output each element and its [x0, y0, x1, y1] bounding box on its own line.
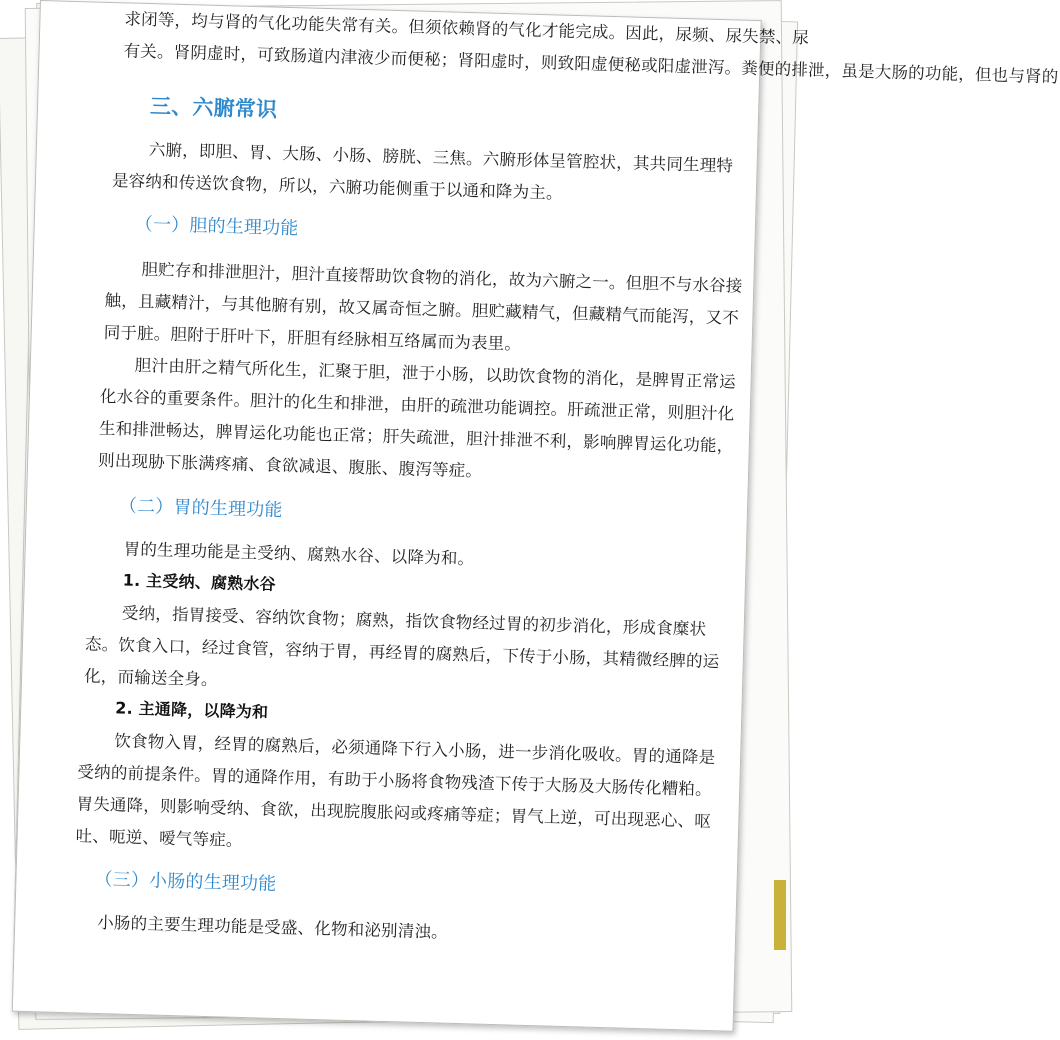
text-line: 有关。肾阴虚时，可致肠道内津液少而便秘；肾阳虚时，则致阳虚便秘或阳虚泄泻。粪便的排泄，虽是大肠的功能，但也与肾的: [123, 41, 1059, 87]
text-line: 受纳的前提条件。胃的通降作用，有助于小肠将食物残渣下传于大肠及大肠传化糟粕。: [77, 762, 713, 800]
document-page: [12, 0, 1059, 1032]
text-line: 同于脏。胆附于肝叶下，肝胆有经脉相互络属而为表里。: [103, 322, 522, 354]
text-line: 态。饮食入口，经过食管，容纳于胃，再经胃的腐熟后，下传于小肠，其精微经脾的运: [84, 634, 720, 672]
item-heading: 2. 主通降，以降为和: [114, 698, 269, 722]
text-line: 小肠的主要生理功能是受盛、化物和泌别清浊。: [97, 912, 449, 942]
text-line: 是容纳和传送饮食物，所以，六腑功能侧重于以通和降为主。: [111, 171, 563, 203]
item-heading: 1. 主受纳、腐熟水谷: [122, 570, 277, 594]
text-line: 胆汁由肝之精气所化生，汇聚于胆，泄于小肠，以助饮食物的消化，是脾胃正常运: [134, 355, 737, 392]
text-line: 生和排泄畅达，脾胃运化功能也正常；肝失疏泄，胆汁排泄不利，影响脾胃运化功能，: [98, 418, 734, 456]
text-line: 饮食物入胃，经胃的腐熟后，必须通降下行入小肠，进一步消化吸收。胃的通降是: [114, 731, 716, 768]
text-line: 吐、呃逆、嗳气等症。: [75, 826, 243, 850]
subsection-heading: （三）小肠的生理功能: [94, 868, 277, 895]
text-line: 胃失通降，则影响受纳、食欲，出现脘腹胀闷或疼痛等症；胃气上逆，可出现恶心、呕: [76, 794, 712, 832]
text-line: 六腑，即胆、胃、大肠、小肠、膀胱、三焦。六腑形体呈管腔状，其共同生理特: [148, 140, 734, 176]
text-line: 受纳，指胃接受、容纳饮食物；腐熟，指饮食物经过胃的初步消化，形成食糜状: [121, 603, 707, 639]
section-heading: 三、六腑常识: [149, 94, 278, 122]
text-line: 化，而输送全身。: [83, 666, 218, 690]
text-line: 化水谷的重要条件。胆汁的化生和排泄，由肝的疏泄功能调控。肝疏泄正常，则胆汁化: [99, 386, 735, 424]
book-cover-edge: [774, 880, 786, 950]
text-line: 胃的生理功能是主受纳、腐熟水谷、以降为和。: [123, 539, 475, 569]
subsection-heading: （二）胃的生理功能: [118, 495, 283, 521]
text-line: 求闭等，均与肾的气化功能失常有关。但须依赖肾的气化才能完成。因此，尿频、尿失禁、尿: [124, 9, 810, 48]
text-line: 胆贮存和排泄胆汁，胆汁直接帮助饮食物的消化，故为六腑之一。但胆不与水谷接: [141, 259, 743, 296]
text-line: 则出现胁下胀满疼痛、食欲减退、腹胀、腹泻等症。: [97, 450, 483, 481]
subsection-heading: （一）胆的生理功能: [134, 213, 299, 240]
text-line: 触，且藏精汁，与其他腑有别，故又属奇恒之腑。胆贮藏精气，但藏精气而能泻，又不: [104, 290, 740, 328]
